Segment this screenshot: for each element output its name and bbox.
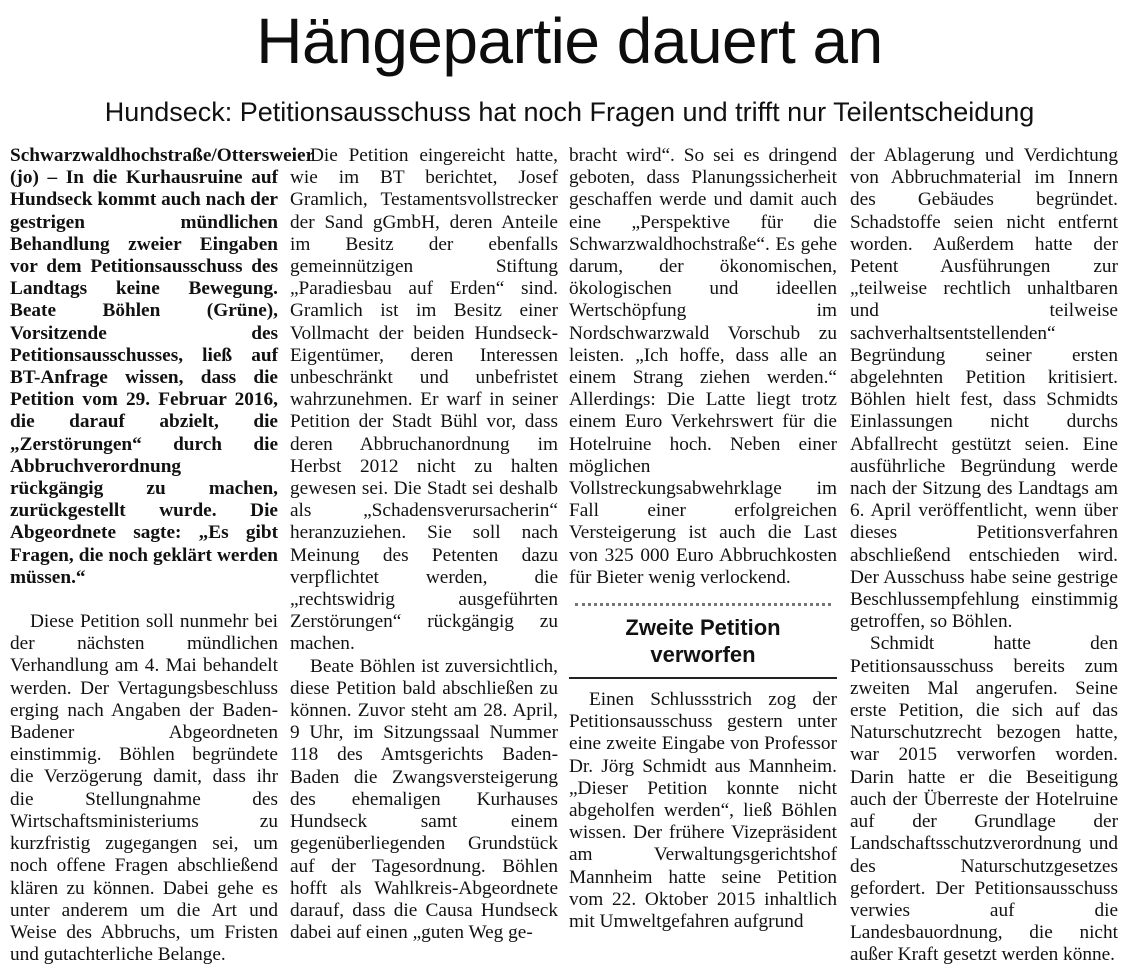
divider-rule [569, 677, 837, 679]
dotted-rule [575, 603, 831, 606]
column-2 [290, 145, 558, 944]
body-paragraph: der Ablagerung und Verdichtung von Abbruchmaterial im Innern des Gebäudes begründet. Schadstoffe seien nicht entfernt worden. Außerdem hatte der Petent Ausführungen zur „teilweise rechtlich unhaltbaren und teilweise sachverhaltsentstellenden“ Begründung seiner ersten abgelehnten Petition kritisiert. Böhlen hielt fest, dass Schmidts Einlassungen nicht durchs Abfallrecht gestützt seien. Eine ausführliche Begründung werde nach der Sitzung des Landtags am 6. April veröffentlicht, wenn über dieses Petitionsverfahren abschließend entschieden wird. Der Ausschuss habe seine gestrige Beschlussempfehlung einstimmig getroffen, so Böhlen. [850, 145, 1118, 633]
column-4 [850, 145, 1118, 966]
headline: Hängepartie dauert an [256, 5, 883, 77]
body-paragraph: Die Petition eingereicht hatte, wie im BT berichtet, Josef Gramlich, Testamentsvollstrecker der Sand gGmbH, deren Anteile im Besitz der ebenfalls gemeinnützigen Stiftung „Paradiesbau auf Erden“ sind. Gramlich ist im Besitz einer Vollmacht der beiden Hundseck-Eigentümer, deren Interessen unbeschränkt und unbefristet wahrzunehmen. Er warf in seiner Petition der Stadt Bühl vor, dass deren Abbruchanordnung im Herbst 2012 nicht zu halten gewesen sei. Die Stadt sei deshalb als „Schadensverursacherin“ heranzuziehen. Sie soll nach Meinung des Petenten dazu verpflichtet werden, die „rechtswidrig ausgeführten Zerstörungen“ rückgängig zu machen. [290, 145, 558, 655]
column-1 [10, 145, 315, 966]
subheadline: Hundseck: Petitionsausschuss hat noch Fragen und trifft nur Teilentscheidung [104, 97, 1035, 127]
crosshead-box [569, 603, 837, 679]
body-paragraph: Einen Schlussstrich zog der Petitionsausschuss gestern unter eine zweite Eingabe von Professor Dr. Jörg Schmidt aus Mannheim. „Dieser Petition konnte nicht abgeholfen werden“, ließ Böhlen wissen. Der frühere Vizepräsident am Verwaltungsgerichtshof Mannheim hatte seine Petition vom 22. Oktober 2015 inhaltlich mit Umweltgefahren aufgrund [569, 689, 837, 933]
lead-paragraph: Schwarzwaldhochstraße/Ottersweier (jo) – In die Kurhausruine auf Hundseck kommt auch nach der gestrigen mündlichen Behandlung zweier Eingaben vor dem Petitionsausschuss des Landtags keine Bewegung. Beate Böhlen (Grüne), Vorsitzende des Petitionsausschusses, ließ auf BT-Anfrage wissen, dass die Petition vom 29. Februar 2016, die darauf abzielt, die „Zerstörungen“ durch die Abbruchverordnung rückgängig zu machen, zurückgestellt wurde. Die Abgeordnete sagte: „Es gibt Fragen, die noch geklärt werden müssen.“ [10, 145, 315, 588]
crosshead: Zweite Petition verworfen [625, 615, 781, 668]
body-paragraph: bracht wird“. So sei es dringend geboten, dass Planungssicherheit geschaffen werde und damit auch eine „Perspektive für die Schwarzwaldhochstraße“. Es gehe darum, der ökonomischen, ökologischen und ideellen Wertschöpfung im Nordschwarzwald Vorschub zu leisten. „Ich hoffe, dass alle an einem Strang ziehen werden.“ Allerdings: Die Latte liegt trotz einem Euro Verkehrswert für die Hotelruine hoch. Neben einer möglichen Vollstreckungsabwehrklage im Fall einer erfolgreichen Versteigerung ist auch die Last von 325 000 Euro Abbruchkosten für Bieter wenig verlockend. [569, 145, 837, 588]
body-paragraph: Diese Petition soll nunmehr bei der nächsten mündlichen Verhandlung am 4. Mai behandelt werden. Der Vertagungsbeschluss erging nach Angaben der Baden-Badener Abgeordneten einstimmig. Böhlen begründete die Verzögerung damit, dass ihr die Stellungnahme des Wirtschaftsministeriums zu kurzfristig zugegangen sei, um noch offene Fragen abschließend klären zu können. Dabei gehe es unter anderem um die Art und Weise des Abbruchs, um Fristen und gutachterliche Belange. [10, 611, 278, 966]
body-paragraph: Schmidt hatte den Petitionsausschuss bereits zum zweiten Mal angerufen. Seine erste Petition, die sich auf das Naturschutzrecht bezogen hatte, war 2015 verworfen worden. Darin hatte er die Beseitigung auch der Überreste der Hotelruine auf der Grundlage der Landschaftsschutzverordnung und des Naturschutzgesetzes gefordert. Der Petitionsausschuss verwies auf die Landesbauordnung, die nicht außer Kraft gesetzt werden könne. [850, 633, 1118, 966]
body-paragraph: Beate Böhlen ist zuversichtlich, diese Petition bald abschließen zu können. Zuvor steht am 28. April, 9 Uhr, im Sitzungssaal Nummer 118 des Amtsgerichts Baden-Baden die Zwangsversteigerung des ehemaligen Kurhauses Hundseck samt einem gegenüberliegenden Grundstück auf der Tagesordnung. Böhlen hofft als Wahlkreis-Abgeordnete darauf, dass die Causa Hundseck dabei auf einen „guten Weg ge- [290, 655, 558, 944]
column-3 [569, 145, 837, 935]
